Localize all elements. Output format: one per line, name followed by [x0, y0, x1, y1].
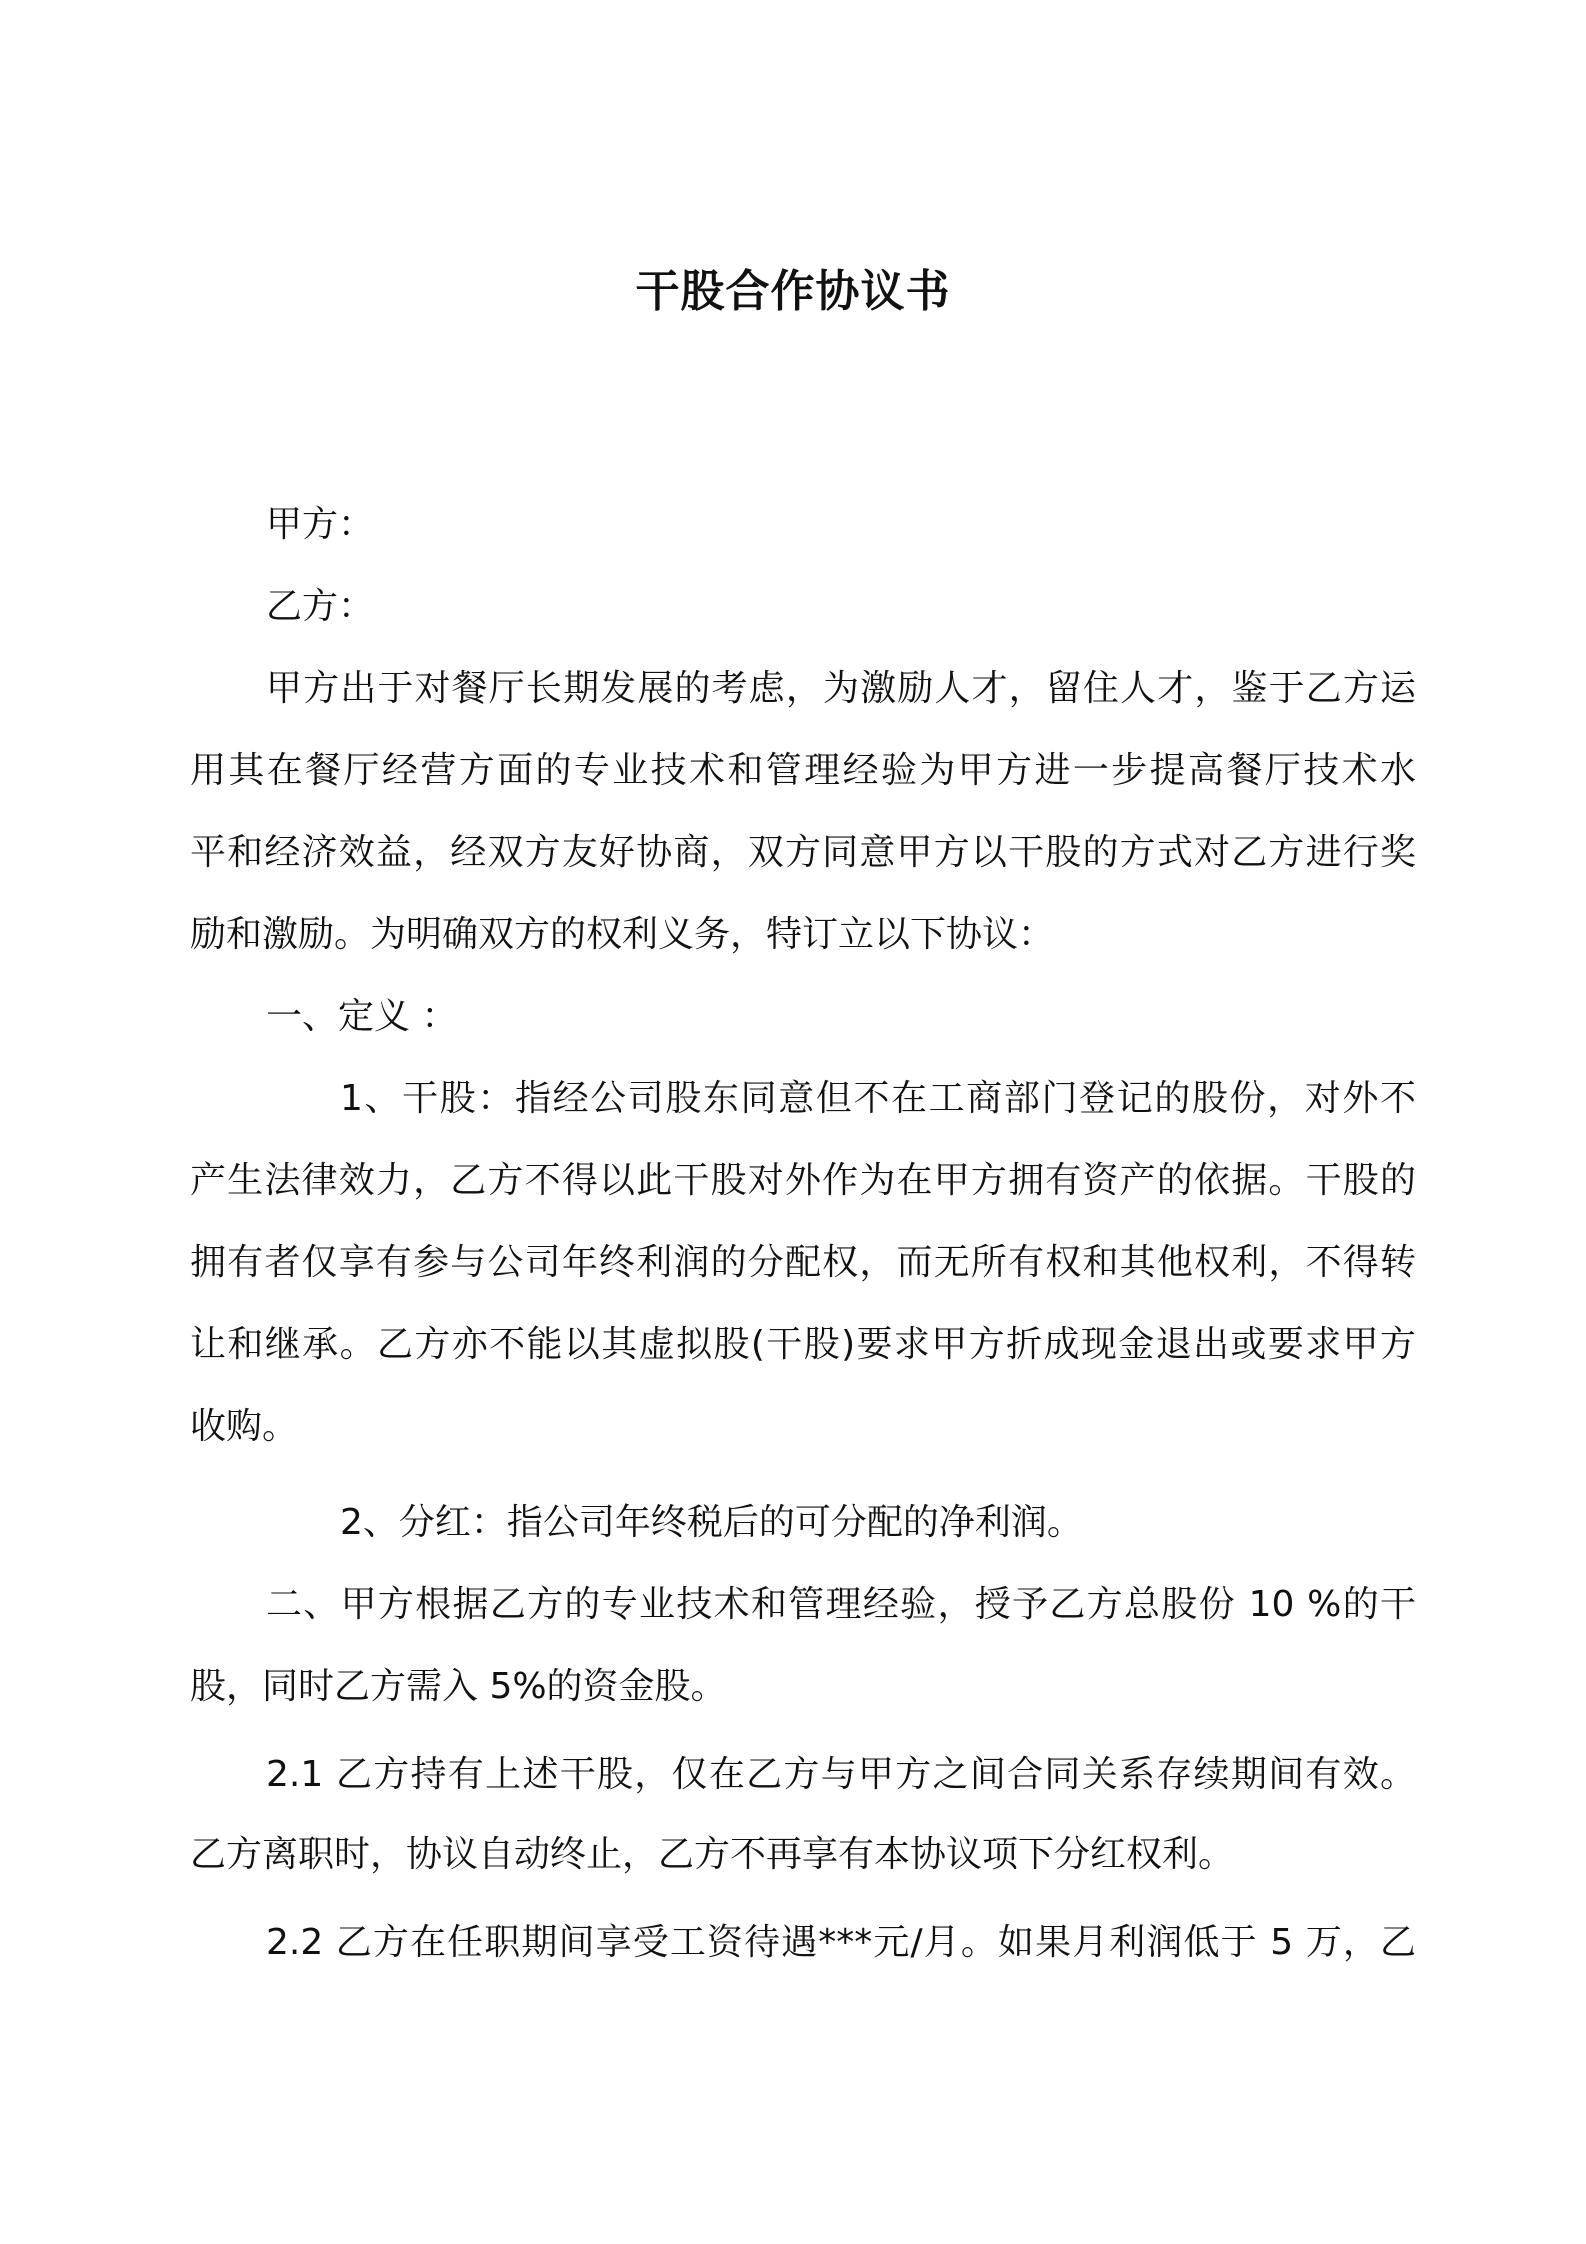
paragraph-line: 平和经济效益，经双方友好协商，双方同意甲方以干股的方式对乙方进行奖 — [190, 832, 1416, 873]
section-line: 二、甲方根据乙方的专业技术和管理经验，授予乙方总股份 10 %的干 — [266, 1584, 1416, 1625]
party-b-line: 乙方： — [266, 586, 375, 627]
paragraph-line: 用其在餐厅经营方面的专业技术和管理经验为甲方进一步提高餐厅技术水 — [190, 750, 1416, 791]
definition-line: 收购。 — [190, 1406, 299, 1447]
paragraph-line: 甲方出于对餐厅长期发展的考虑，为激励人才，留住人才，鉴于乙方运 — [266, 668, 1416, 709]
section-line: 股，同时乙方需入 5%的资金股。 — [190, 1666, 727, 1707]
definition-line: 让和继承。乙方亦不能以其虚拟股(干股)要求甲方折成现金退出或要求甲方 — [190, 1324, 1416, 1365]
definition-line: 1、干股：指经公司股东同意但不在工商部门登记的股份，对外不 — [340, 1078, 1416, 1119]
definition-line: 拥有者仅享有参与公司年终利润的分配权，而无所有权和其他权利，不得转 — [190, 1242, 1416, 1283]
section-heading: 一、定义 ： — [266, 996, 458, 1037]
party-a-line: 甲方： — [266, 504, 375, 545]
definition-line: 产生法律效力，乙方不得以此干股对外作为在甲方拥有资产的依据。干股的 — [190, 1160, 1416, 1201]
definition-line: 2、分红：指公司年终税后的可分配的净利润。 — [340, 1502, 1083, 1543]
paragraph-line: 励和激励。为明确双方的权利义务，特订立以下协议： — [190, 914, 1055, 955]
clause-line: 2.1 乙方持有上述干股，仅在乙方与甲方之间合同关系存续期间有效。 — [266, 1754, 1416, 1795]
clause-line: 乙方离职时，协议自动终止，乙方不再享有本协议项下分红权利。 — [190, 1834, 1235, 1875]
document-title: 干股合作协议书 — [635, 266, 951, 317]
clause-line: 2.2 乙方在任职期间享受工资待遇***元/月。如果月利润低于 5 万，乙 — [266, 1922, 1416, 1963]
